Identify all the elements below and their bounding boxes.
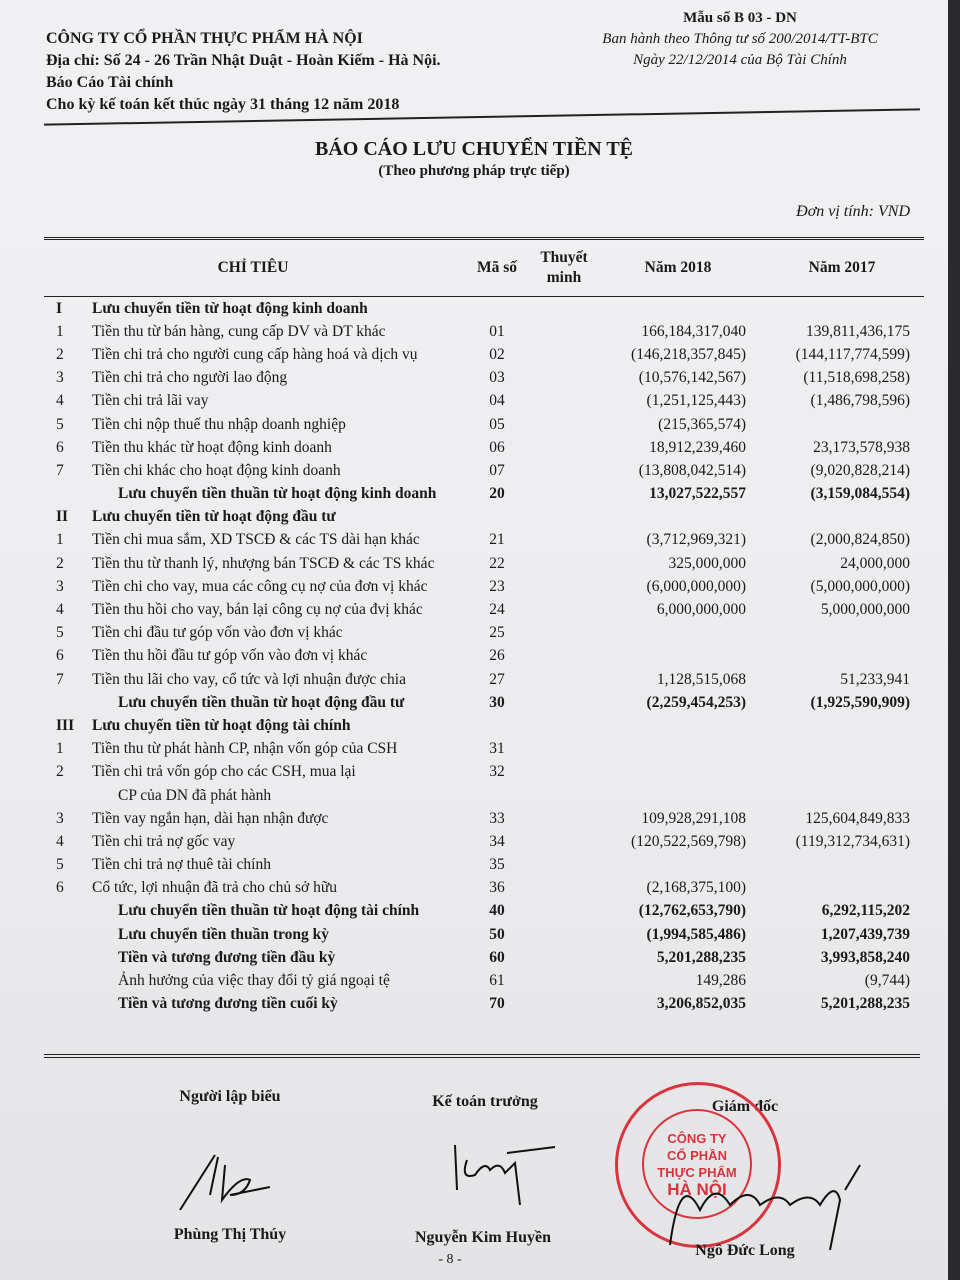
row-number: 5 bbox=[56, 415, 64, 433]
row-number: 2 bbox=[56, 554, 64, 572]
circular-date: Ngày 22/12/2014 của Bộ Tài Chính bbox=[633, 52, 847, 68]
row-number: 3 bbox=[56, 369, 64, 387]
value-2018: (2,168,375,100) bbox=[646, 879, 746, 897]
row-label: Tiền chi nộp thuế thu nhập doanh nghiệp bbox=[92, 415, 346, 433]
page-number: - 8 - bbox=[438, 1252, 462, 1267]
value-2017 bbox=[760, 761, 924, 784]
row-label: Tiền chi cho vay, mua các công cụ nợ của đơn vị khác bbox=[92, 577, 428, 595]
value-2017: (11,518,698,258) bbox=[803, 369, 910, 387]
preparer-signature bbox=[170, 1135, 290, 1215]
row-note bbox=[532, 969, 596, 992]
row-label: Tiền chi khác cho hoạt động kinh doanh bbox=[92, 461, 341, 479]
value-2018 bbox=[596, 714, 760, 737]
value-2018: 1,128,515,068 bbox=[656, 670, 746, 688]
value-2017 bbox=[760, 854, 924, 877]
row-label: Lưu chuyển tiền thuần từ hoạt động đầu tư bbox=[118, 693, 405, 711]
value-2018: (10,576,142,567) bbox=[638, 369, 746, 387]
row-note bbox=[532, 367, 596, 390]
stamp-text: CÔNG TY bbox=[667, 1131, 727, 1146]
stamp-text: THỰC PHẨM bbox=[657, 1165, 737, 1180]
table-row bbox=[44, 343, 924, 366]
row-code: 34 bbox=[489, 832, 505, 850]
value-2018: (13,808,042,514) bbox=[638, 461, 746, 479]
row-code: 60 bbox=[489, 948, 505, 966]
row-note bbox=[532, 506, 596, 529]
subtotal-row bbox=[44, 483, 924, 506]
page-title: BÁO CÁO LƯU CHUYỂN TIỀN TỆ bbox=[314, 138, 634, 160]
value-2017: 125,604,849,833 bbox=[805, 809, 910, 827]
row-label: Lưu chuyển tiền thuần từ hoạt động tài chính bbox=[118, 902, 420, 920]
table-header bbox=[44, 239, 924, 297]
row-code: 21 bbox=[489, 531, 505, 549]
row-note bbox=[532, 738, 596, 761]
row-code: 26 bbox=[489, 647, 505, 665]
row-code: 25 bbox=[489, 624, 505, 642]
value-2017 bbox=[760, 738, 924, 761]
row-code: 35 bbox=[489, 856, 505, 874]
value-2018: 3,206,852,035 bbox=[656, 995, 746, 1013]
table-row bbox=[44, 830, 924, 853]
value-2018: 18,912,239,460 bbox=[649, 438, 746, 456]
row-label: Tiền thu từ phát hành CP, nhận vốn góp của CSH bbox=[92, 740, 398, 758]
value-2017: (9,020,828,214) bbox=[810, 461, 910, 479]
report-period: Cho kỳ kế toán kết thúc ngày 31 tháng 12 năm 2018 bbox=[46, 96, 400, 113]
value-2018: (1,994,585,486) bbox=[646, 925, 746, 943]
company-address: Địa chỉ: Số 24 - 26 Trần Nhật Duật - Hoàn Kiếm - Hà Nội. bbox=[46, 52, 441, 69]
row-code: 50 bbox=[489, 925, 505, 943]
row-number: 3 bbox=[56, 577, 64, 595]
preparer-name: Phùng Thị Thúy bbox=[173, 1226, 287, 1243]
table-row bbox=[44, 320, 924, 343]
row-label: Tiền vay ngắn hạn, dài hạn nhận được bbox=[92, 809, 329, 827]
table-row bbox=[44, 969, 924, 992]
table-row bbox=[44, 575, 924, 598]
row-number bbox=[44, 923, 92, 946]
col-code: Mã số bbox=[462, 239, 532, 297]
row-label: Tiền chi trả lãi vay bbox=[92, 392, 209, 410]
row-number bbox=[44, 691, 92, 714]
row-code: 23 bbox=[489, 577, 505, 595]
accountant-title: Kế toán trưởng bbox=[432, 1093, 538, 1110]
row-number: 5 bbox=[56, 624, 64, 642]
table-row bbox=[44, 877, 924, 900]
accountant-signature bbox=[445, 1135, 565, 1215]
value-2017 bbox=[760, 297, 924, 321]
section-row bbox=[44, 714, 924, 737]
row-code: 31 bbox=[489, 740, 505, 758]
row-code: 06 bbox=[489, 438, 505, 456]
value-2017: 23,173,578,938 bbox=[813, 438, 910, 456]
subtotal-row bbox=[44, 923, 924, 946]
value-2017: 5,000,000,000 bbox=[820, 601, 910, 619]
row-number: 3 bbox=[56, 809, 64, 827]
row-label: Lưu chuyển tiền thuần trong kỳ bbox=[118, 925, 329, 943]
row-label: Tiền thu hồi cho vay, bán lại công cụ nợ của đvị khác bbox=[92, 601, 423, 619]
table-row bbox=[44, 784, 924, 807]
row-number: 1 bbox=[56, 740, 64, 758]
row-note bbox=[532, 877, 596, 900]
row-number: 7 bbox=[56, 461, 64, 479]
row-label: Lưu chuyển tiền từ hoạt động kinh doanh bbox=[92, 299, 368, 317]
row-code: 61 bbox=[489, 972, 505, 990]
row-number: 1 bbox=[56, 322, 64, 340]
row-note bbox=[532, 993, 596, 1016]
subtotal-row bbox=[44, 993, 924, 1016]
row-number: III bbox=[56, 716, 75, 734]
row-number: 2 bbox=[56, 763, 64, 781]
value-2017: (3,159,084,554) bbox=[810, 485, 910, 503]
company-name: CÔNG TY CỔ PHẦN THỰC PHẨM HÀ NỘI bbox=[46, 30, 363, 47]
row-code: 70 bbox=[489, 995, 505, 1013]
value-2018: (120,522,569,798) bbox=[631, 832, 746, 850]
cash-flow-table bbox=[44, 237, 924, 1016]
row-code: 02 bbox=[489, 345, 505, 363]
row-number: 4 bbox=[56, 601, 64, 619]
row-note bbox=[532, 413, 596, 436]
value-2018: (146,218,357,845) bbox=[631, 345, 746, 363]
table-row bbox=[44, 807, 924, 830]
value-2017: 24,000,000 bbox=[840, 554, 910, 572]
row-note bbox=[532, 320, 596, 343]
value-2018 bbox=[596, 854, 760, 877]
subtotal-row bbox=[44, 691, 924, 714]
table-row bbox=[44, 598, 924, 621]
table-row bbox=[44, 668, 924, 691]
row-code: 40 bbox=[489, 902, 505, 920]
row-note bbox=[532, 900, 596, 923]
row-label: Tiền chi trả nợ thuê tài chính bbox=[92, 856, 271, 874]
value-2018 bbox=[596, 297, 760, 321]
row-code: 22 bbox=[489, 554, 505, 572]
row-code bbox=[462, 784, 532, 807]
value-2017 bbox=[760, 714, 924, 737]
row-note bbox=[532, 598, 596, 621]
row-note bbox=[532, 390, 596, 413]
row-number: II bbox=[56, 508, 69, 526]
value-2018: 166,184,317,040 bbox=[641, 322, 746, 340]
row-note bbox=[532, 807, 596, 830]
col-2017: Năm 2017 bbox=[760, 239, 924, 297]
value-2018: (3,712,969,321) bbox=[646, 531, 746, 549]
value-2018 bbox=[596, 506, 760, 529]
row-code bbox=[462, 297, 532, 321]
value-2017: 6,292,115,202 bbox=[821, 902, 910, 920]
row-code: 27 bbox=[489, 670, 505, 688]
value-2017: (119,312,734,631) bbox=[795, 832, 910, 850]
company-header bbox=[46, 28, 441, 116]
row-code bbox=[462, 506, 532, 529]
value-2017: (9,744) bbox=[864, 972, 910, 990]
value-2017 bbox=[760, 506, 924, 529]
subtotal-row bbox=[44, 900, 924, 923]
value-2018: (2,259,454,253) bbox=[646, 693, 746, 711]
row-number: 2 bbox=[56, 345, 64, 363]
row-number: 4 bbox=[56, 392, 64, 410]
row-number: 7 bbox=[56, 670, 64, 688]
row-label: Tiền thu hồi đầu tư góp vốn vào đơn vị khác bbox=[92, 647, 368, 665]
value-2017: (2,000,824,850) bbox=[810, 531, 910, 549]
row-code: 07 bbox=[489, 461, 505, 479]
row-label: Tiền thu lãi cho vay, cổ tức và lợi nhuận được chia bbox=[92, 670, 406, 688]
value-2017 bbox=[760, 413, 924, 436]
row-code: 30 bbox=[489, 693, 505, 711]
row-code: 05 bbox=[489, 415, 505, 433]
row-note bbox=[532, 483, 596, 506]
table-row bbox=[44, 552, 924, 575]
value-2018: 5,201,288,235 bbox=[656, 948, 746, 966]
row-note bbox=[532, 830, 596, 853]
value-2017: (144,117,774,599) bbox=[795, 345, 910, 363]
row-note bbox=[532, 575, 596, 598]
director-title: Giám đốc bbox=[711, 1098, 779, 1115]
value-2018: 6,000,000,000 bbox=[656, 601, 746, 619]
row-label: Tiền thu từ bán hàng, cung cấp DV và DT khác bbox=[92, 322, 386, 340]
row-note bbox=[532, 459, 596, 482]
row-number: 5 bbox=[56, 856, 64, 874]
row-note bbox=[532, 854, 596, 877]
form-number: Mẫu số B 03 - DN bbox=[683, 10, 797, 26]
row-note bbox=[532, 923, 596, 946]
value-2018: 13,027,522,557 bbox=[649, 485, 746, 503]
value-2017: (5,000,000,000) bbox=[810, 577, 910, 595]
value-2017: (1,486,798,596) bbox=[810, 392, 910, 410]
row-note bbox=[532, 714, 596, 737]
table-row bbox=[44, 645, 924, 668]
table-row bbox=[44, 622, 924, 645]
table-row bbox=[44, 459, 924, 482]
row-note bbox=[532, 668, 596, 691]
row-note bbox=[532, 297, 596, 321]
row-label: Tiền thu khác từ hoạt động kinh doanh bbox=[92, 438, 332, 456]
accountant-name: Nguyễn Kim Huyền bbox=[414, 1229, 551, 1246]
row-number bbox=[44, 900, 92, 923]
row-note bbox=[532, 761, 596, 784]
footer-divider bbox=[44, 1054, 920, 1058]
value-2017 bbox=[760, 877, 924, 900]
row-number: 1 bbox=[56, 531, 64, 549]
row-note bbox=[532, 343, 596, 366]
value-2017: 139,811,436,175 bbox=[805, 322, 910, 340]
value-2018: (6,000,000,000) bbox=[646, 577, 746, 595]
stamp-text: CỔ PHẦN bbox=[667, 1148, 727, 1163]
col-2018: Năm 2018 bbox=[596, 239, 760, 297]
subtotal-row bbox=[44, 946, 924, 969]
section-row bbox=[44, 297, 924, 321]
row-number bbox=[44, 784, 92, 807]
table-row bbox=[44, 436, 924, 459]
row-note bbox=[532, 622, 596, 645]
value-2017: 1,207,439,739 bbox=[820, 925, 910, 943]
row-number bbox=[44, 946, 92, 969]
col-item: CHỈ TIÊU bbox=[44, 239, 462, 297]
row-label: Tiền chi trả cho người cung cấp hàng hoá và dịch vụ bbox=[92, 345, 418, 363]
currency-unit: Đơn vị tính: VND bbox=[796, 203, 910, 220]
row-number: 6 bbox=[56, 647, 64, 665]
value-2017 bbox=[760, 645, 924, 668]
table-row bbox=[44, 367, 924, 390]
value-2018: 149,286 bbox=[695, 972, 746, 990]
row-label: Tiền chi trả nợ gốc vay bbox=[92, 832, 236, 850]
circular: Ban hành theo Thông tư số 200/2014/TT-BTC bbox=[602, 31, 878, 47]
row-note bbox=[532, 529, 596, 552]
value-2018: (1,251,125,443) bbox=[646, 392, 746, 410]
page-subtitle: (Theo phương pháp trực tiếp) bbox=[378, 163, 570, 179]
value-2018: 109,928,291,108 bbox=[641, 809, 746, 827]
row-label: Tiền chi mua sắm, XD TSCĐ & các TS dài hạn khác bbox=[92, 531, 420, 549]
value-2018: (12,762,653,790) bbox=[638, 902, 746, 920]
row-label: Tiền và tương đương tiền cuối kỳ bbox=[118, 995, 338, 1013]
value-2018: (215,365,574) bbox=[658, 415, 746, 433]
value-2018 bbox=[596, 761, 760, 784]
value-2017 bbox=[760, 622, 924, 645]
row-note bbox=[532, 552, 596, 575]
row-label: Lưu chuyển tiền từ hoạt động đầu tư bbox=[92, 508, 336, 526]
row-number: 4 bbox=[56, 832, 64, 850]
row-code: 04 bbox=[489, 392, 505, 410]
row-note bbox=[532, 645, 596, 668]
row-code: 32 bbox=[489, 763, 505, 781]
value-2017: (1,925,590,909) bbox=[810, 693, 910, 711]
table-row bbox=[44, 854, 924, 877]
row-number: 6 bbox=[56, 879, 64, 897]
row-note bbox=[532, 436, 596, 459]
value-2017: 51,233,941 bbox=[840, 670, 910, 688]
row-number: I bbox=[56, 299, 63, 317]
value-2017: 5,201,288,235 bbox=[820, 995, 910, 1013]
value-2018 bbox=[596, 645, 760, 668]
form-info bbox=[560, 8, 920, 71]
table-row bbox=[44, 738, 924, 761]
row-code bbox=[462, 714, 532, 737]
value-2018: 325,000,000 bbox=[668, 554, 746, 572]
table-row bbox=[44, 413, 924, 436]
section-row bbox=[44, 506, 924, 529]
row-label: Tiền chi đầu tư góp vốn vào đơn vị khác bbox=[92, 624, 343, 642]
row-label: Tiền chi trả vốn góp cho các CSH, mua lại bbox=[92, 763, 356, 781]
row-code: 03 bbox=[489, 369, 505, 387]
row-number bbox=[44, 969, 92, 992]
row-label: CP của DN đã phát hành bbox=[118, 786, 272, 804]
table-row bbox=[44, 761, 924, 784]
row-label: Cổ tức, lợi nhuận đã trả cho chủ sở hữu bbox=[92, 879, 337, 897]
row-number: 6 bbox=[56, 438, 64, 456]
row-code: 24 bbox=[489, 601, 505, 619]
row-number bbox=[44, 483, 92, 506]
table-row bbox=[44, 390, 924, 413]
row-number bbox=[44, 993, 92, 1016]
preparer-title: Người lập biểu bbox=[179, 1088, 281, 1105]
table-row bbox=[44, 529, 924, 552]
row-note bbox=[532, 784, 596, 807]
row-label: Tiền chi trả cho người lao động bbox=[92, 369, 288, 387]
row-label: Tiền và tương đương tiền đầu kỳ bbox=[118, 948, 336, 966]
value-2017: 3,993,858,240 bbox=[820, 948, 910, 966]
row-label: Tiền thu từ thanh lý, nhượng bán TSCĐ & các TS khác bbox=[92, 554, 435, 572]
value-2018 bbox=[596, 622, 760, 645]
row-label: Ảnh hưởng của việc thay đổi tỷ giá ngoại tệ bbox=[118, 972, 390, 990]
report-type: Báo Cáo Tài chính bbox=[46, 74, 174, 91]
col-note: Thuyết minh bbox=[532, 239, 596, 297]
director-name: Ngô Đức Long bbox=[695, 1242, 795, 1259]
row-code: 33 bbox=[489, 809, 505, 827]
row-label: Lưu chuyển tiền thuần từ hoạt động kinh doanh bbox=[118, 485, 437, 503]
row-code: 36 bbox=[489, 879, 505, 897]
row-code: 20 bbox=[489, 485, 505, 503]
stamp-text: HÀ NỘI bbox=[667, 1180, 727, 1199]
row-label: Lưu chuyển tiền từ hoạt động tài chính bbox=[92, 716, 351, 734]
value-2018 bbox=[596, 738, 760, 761]
row-note bbox=[532, 691, 596, 714]
value-2017 bbox=[760, 784, 924, 807]
row-code: 01 bbox=[489, 322, 505, 340]
value-2018 bbox=[596, 784, 760, 807]
row-note bbox=[532, 946, 596, 969]
